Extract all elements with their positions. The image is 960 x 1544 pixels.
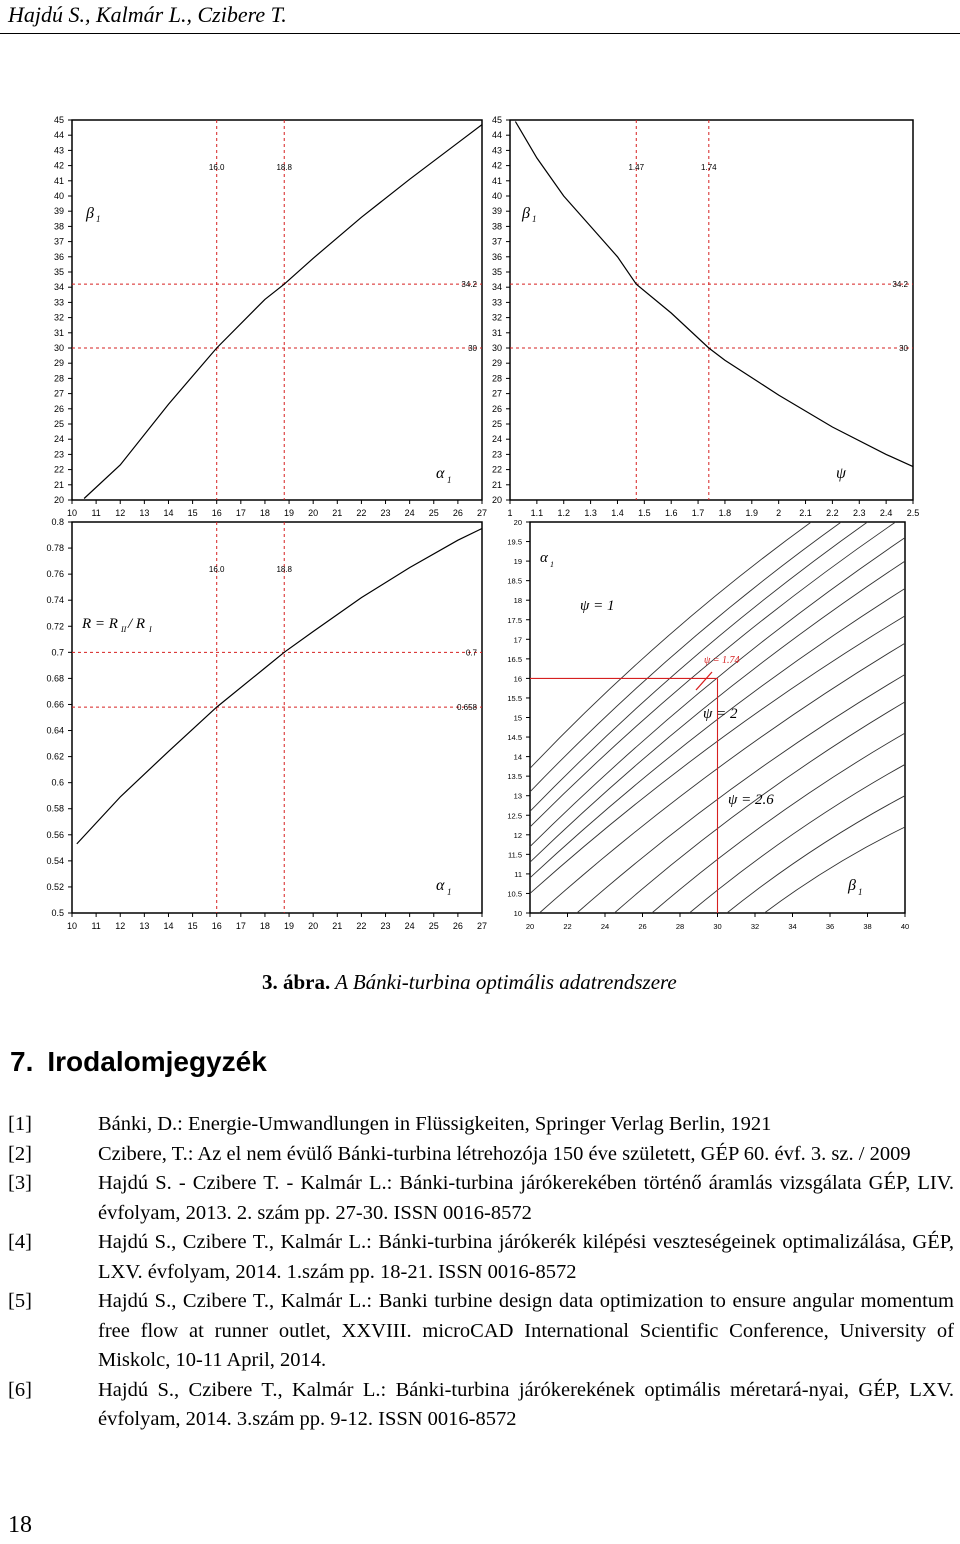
x-tick-label: 26 [452,508,463,518]
data-curve [515,122,913,467]
axis-label: β [848,877,856,894]
x-tick-label: 1 [507,508,513,518]
reference-text: Czibere, T.: Az el nem évülő Bánki-turbina létrehozója 150 éve született, GÉP 60. évf. 3. sz. / 2009 [98,1142,911,1165]
x-tick-label: 11 [91,921,101,931]
x-tick-label: 19 [284,921,295,931]
reference-text: Hajdú S., Czibere T., Kalmár L.: Bánki-turbina járókerék kilépési veszteségeinek optimalizálása, GÉP, LXV. évfolyam, 2014. 1.szám pp. 18-21. ISSN 0016-8572 [98,1231,954,1283]
y-tick-label: 28 [491,373,502,384]
y-tick-label: 0.58 [46,803,64,814]
data-curve [77,529,482,844]
x-tick-label: 26 [452,921,463,931]
y-tick-label: 32 [491,312,502,323]
y-tick-label: 41 [491,175,502,186]
y-tick-label: 0.62 [46,751,64,762]
y-tick-label: 39 [491,206,502,217]
guide-label: 18.8 [276,163,293,172]
axis-label-subscript: I [149,625,152,634]
y-tick-label: 43 [53,145,64,156]
y-tick-label: 38 [53,221,64,232]
y-tick-label: 30 [53,343,64,353]
x-tick-label: 24 [404,921,415,931]
y-tick-label: 0.78 [46,543,64,554]
y-tick-label: 0.66 [46,699,64,710]
y-tick-label: 30 [491,343,502,353]
y-tick-label: 26 [491,403,502,414]
x-tick-label: 21 [332,508,343,518]
axis-label-subscript: 1 [96,214,101,224]
x-tick-label: 27 [476,921,488,931]
y-tick-label: 29 [53,358,64,369]
y-tick-label: 18.5 [507,576,522,586]
x-tick-label: 1.7 [691,508,705,518]
y-tick-label: 24 [53,434,64,445]
y-tick-label: 42 [491,160,502,171]
x-tick-label: 27 [476,508,488,518]
annotation-label: ψ = 2 [703,706,738,722]
guide-label: 0.658 [456,703,477,713]
x-tick-label: 21 [332,921,343,931]
y-tick-label: 37 [53,236,64,247]
y-tick-label: 36 [491,251,502,262]
x-tick-label: 10 [66,921,78,931]
x-tick-label: 1.9 [745,508,759,518]
psi-curve [727,796,905,913]
y-tick-label: 0.6 [51,777,64,788]
y-tick-label: 29 [491,358,502,369]
y-tick-label: 20 [513,518,522,527]
y-tick-label: 32 [53,312,64,323]
y-tick-label: 0.5 [51,908,64,918]
axis-label-subscript: 1 [532,214,537,224]
x-tick-label: 38 [863,922,872,931]
y-tick-label: 0.74 [46,595,64,606]
x-tick-label: 2 [776,508,782,518]
x-tick-label: 15 [187,508,198,518]
x-tick-label: 32 [750,922,760,931]
running-header: Hajdú S., Kalmár L., Czibere T. [8,2,287,27]
x-tick-label: 24 [600,922,610,931]
x-tick-label: 40 [900,922,910,931]
reference-item [0,1140,960,1170]
y-tick-label: 0.56 [46,829,64,840]
y-tick-label: 0.64 [46,725,64,736]
guide-label: 0.7 [465,648,477,658]
reference-tag: [5] [8,1290,32,1312]
y-tick-label: 17 [513,635,522,645]
y-tick-label: 20 [491,495,502,505]
axis-label: ψ [836,465,846,482]
x-tick-label: 2.4 [879,508,893,518]
x-tick-label: 1.8 [718,508,732,518]
axis-label: β [522,205,530,222]
x-tick-label: 1.1 [530,508,544,518]
y-tick-label: 15.5 [507,693,522,703]
y-tick-label: 40 [53,191,64,201]
y-tick-label: 19.5 [507,537,522,547]
y-tick-label: 24 [491,434,502,445]
y-tick-label: 15 [513,713,522,723]
x-tick-label: 12 [115,921,126,931]
axis-label: / R [128,616,146,632]
reference-list [0,1110,960,1435]
y-tick-label: 33 [53,297,64,308]
psi-curve [689,764,905,913]
x-tick-label: 1.5 [638,508,651,518]
x-tick-label: 34 [788,922,797,931]
x-tick-label: 16 [211,921,222,931]
y-tick-label: 12 [513,830,522,840]
section-number: 7. [10,1046,34,1077]
x-tick-label: 2.1 [799,508,812,518]
axis-label: β [86,205,94,222]
y-tick-label: 22 [53,464,64,475]
y-tick-label: 0.68 [46,673,64,684]
y-tick-label: 34 [491,282,502,293]
x-tick-label: 18 [259,921,270,931]
y-tick-label: 45 [491,115,502,125]
y-tick-label: 44 [53,130,64,141]
guide-label: 34.2 [892,280,908,290]
axis-label: R = R [82,616,118,632]
y-tick-label: 37 [491,236,502,247]
x-tick-label: 20 [308,921,319,931]
y-tick-label: 13.5 [507,772,522,782]
y-tick-label: 43 [491,145,502,156]
reference-item [0,1228,960,1287]
x-tick-label: 18 [259,508,270,518]
annotation-arrow [696,672,712,690]
reference-text: Hajdú S. - Czibere T. - Kalmár L.: Bánki-turbina járókerekében történő áramlás vizsgálata GÉP, LIV. évfolyam, 2013. 2. szám pp. 27-30. ISSN 0016-8572 [98,1172,954,1224]
reference-text: Hajdú S., Czibere T., Kalmár L.: Banki turbine design data optimization to ensure angular momentum free flow at runner outlet, XXVIII. microCAD International Scientific Conference, University of Miskolc, 10-11 April, 2014. [98,1290,954,1371]
axis-label: α [540,550,548,566]
section-heading [10,1046,267,1078]
y-tick-label: 27 [53,388,64,399]
guide-label: 34.2 [461,280,477,290]
y-tick-label: 31 [491,327,502,338]
psi-curve [539,643,905,913]
x-tick-label: 13 [139,921,150,931]
x-tick-label: 28 [675,922,685,931]
annotation-label: ψ = 1.74 [704,655,740,666]
y-tick-label: 10 [513,909,522,918]
x-tick-label: 22 [563,922,572,931]
axis-label-subscript: 1 [550,560,554,569]
guide-label: 30 [468,344,477,353]
x-tick-label: 1.4 [611,508,624,518]
guide-label: 1.47 [628,163,645,172]
psi-curve [530,522,896,827]
y-tick-label: 11.5 [507,850,522,860]
reference-tag: [4] [8,1231,32,1253]
x-tick-label: 15 [187,921,198,931]
reference-item [0,1287,960,1376]
y-tick-label: 0.7 [51,647,64,658]
y-tick-label: 23 [53,449,64,460]
reference-item [0,1110,960,1140]
plot-frame [510,120,913,500]
psi-curve [530,522,841,792]
y-tick-label: 31 [53,327,64,338]
y-tick-label: 16 [513,674,522,684]
y-tick-label: 18 [513,596,522,606]
x-tick-label: 14 [163,921,174,931]
caption-label: 3. ábra. [262,970,331,994]
reference-item [0,1169,960,1228]
page-number: 18 [8,1512,32,1538]
y-tick-label: 0.54 [46,855,64,866]
plot-frame [72,120,482,500]
x-tick-label: 11 [91,508,101,518]
y-tick-label: 21 [53,479,64,490]
caption-text: A Bánki-turbina optimális adatrendszere [330,970,677,994]
y-tick-label: 36 [53,251,64,262]
axis-label-subscript: 1 [447,887,452,897]
y-tick-label: 26 [53,403,64,414]
y-tick-label: 12.5 [507,811,522,821]
section-title: Irodalomjegyzék [47,1046,267,1077]
guide-label: 16.0 [208,163,225,172]
y-tick-label: 0.76 [46,569,64,580]
y-tick-label: 41 [53,175,64,186]
y-tick-label: 38 [491,221,502,232]
y-tick-label: 16.5 [507,654,522,664]
x-tick-label: 22 [356,921,367,931]
guide-label: 30 [899,344,908,353]
axis-label-subscript: 1 [447,475,452,485]
x-tick-label: 1.3 [584,508,597,518]
axis-label: α [436,465,445,482]
y-tick-label: 35 [491,267,502,277]
x-tick-label: 1.6 [664,508,678,518]
x-tick-label: 26 [638,922,647,931]
guide-label: 18.8 [276,565,293,574]
x-tick-label: 20 [525,922,535,931]
x-tick-label: 22 [356,508,367,518]
reference-tag: [1] [8,1113,32,1135]
x-tick-label: 36 [825,922,835,931]
x-tick-label: 25 [428,508,439,518]
y-tick-label: 34 [53,282,64,293]
annotation-label: ψ = 1 [580,598,615,614]
y-tick-label: 0.72 [46,621,64,632]
y-tick-label: 44 [491,130,502,141]
y-tick-label: 11 [514,869,522,879]
y-tick-label: 40 [491,191,502,201]
axis-label-subscript: 1 [858,887,863,897]
y-tick-label: 28 [53,373,64,384]
y-tick-label: 13 [513,791,522,801]
y-tick-label: 17.5 [507,615,522,625]
x-tick-label: 19 [284,508,295,518]
y-tick-label: 14.5 [507,733,522,743]
y-tick-label: 27 [491,388,502,399]
psi-curve [652,733,905,913]
plot-frame [72,522,482,913]
x-tick-label: 16 [211,508,222,518]
y-tick-label: 42 [53,160,64,171]
y-tick-label: 0.52 [46,881,64,892]
reference-item [0,1376,960,1435]
y-tick-label: 19 [513,557,522,567]
reference-tag: [2] [8,1142,32,1165]
x-tick-label: 17 [235,508,246,518]
x-tick-label: 17 [235,921,246,931]
guide-label: 1.74 [701,163,717,172]
y-tick-label: 21 [491,479,502,490]
y-tick-label: 25 [53,419,64,429]
x-tick-label: 2.5 [906,508,920,518]
x-tick-label: 30 [713,922,722,931]
y-tick-label: 14 [513,752,522,762]
x-tick-label: 23 [380,921,391,931]
reference-tag: [6] [8,1378,32,1401]
y-tick-label: 45 [53,115,64,125]
axis-label: α [436,877,445,894]
data-curve [84,125,482,499]
y-tick-label: 20 [53,495,64,505]
reference-tag: [3] [8,1172,32,1194]
y-tick-label: 0.8 [51,517,64,527]
psi-curve [530,522,868,811]
y-tick-label: 10.5 [507,889,522,899]
x-tick-label: 20 [308,508,319,518]
x-tick-label: 23 [380,508,391,518]
axis-label-subscript: II [121,625,127,634]
y-tick-label: 35 [53,267,64,277]
y-tick-label: 25 [491,419,502,429]
annotation-label: ψ = 2.6 [728,792,774,808]
x-tick-label: 24 [404,508,415,518]
x-tick-label: 14 [163,508,174,518]
guide-label: 16.0 [208,565,225,574]
reference-text: Hajdú S., Czibere T., Kalmár L.: Bánki-turbina járókerekének optimális méretará-nyai, GÉP, LXV. évfolyam, 2014. 3.szám pp. 9-12. ISSN 0016-8572 [98,1378,954,1430]
reference-text: Bánki, D.: Energie-Umwandlungen in Flüssigkeiten, Springer Verlag Berlin, 1921 [98,1113,772,1135]
y-tick-label: 23 [491,449,502,460]
x-tick-label: 10 [66,508,78,518]
figure-caption [262,970,677,995]
x-tick-label: 12 [115,508,126,518]
y-tick-label: 33 [491,297,502,308]
x-tick-label: 1.2 [557,508,570,518]
x-tick-label: 2.3 [853,508,866,518]
y-tick-label: 39 [53,206,64,217]
y-tick-label: 22 [491,464,502,475]
x-tick-label: 25 [428,921,439,931]
x-tick-label: 2.2 [826,508,839,518]
x-tick-label: 13 [139,508,150,518]
